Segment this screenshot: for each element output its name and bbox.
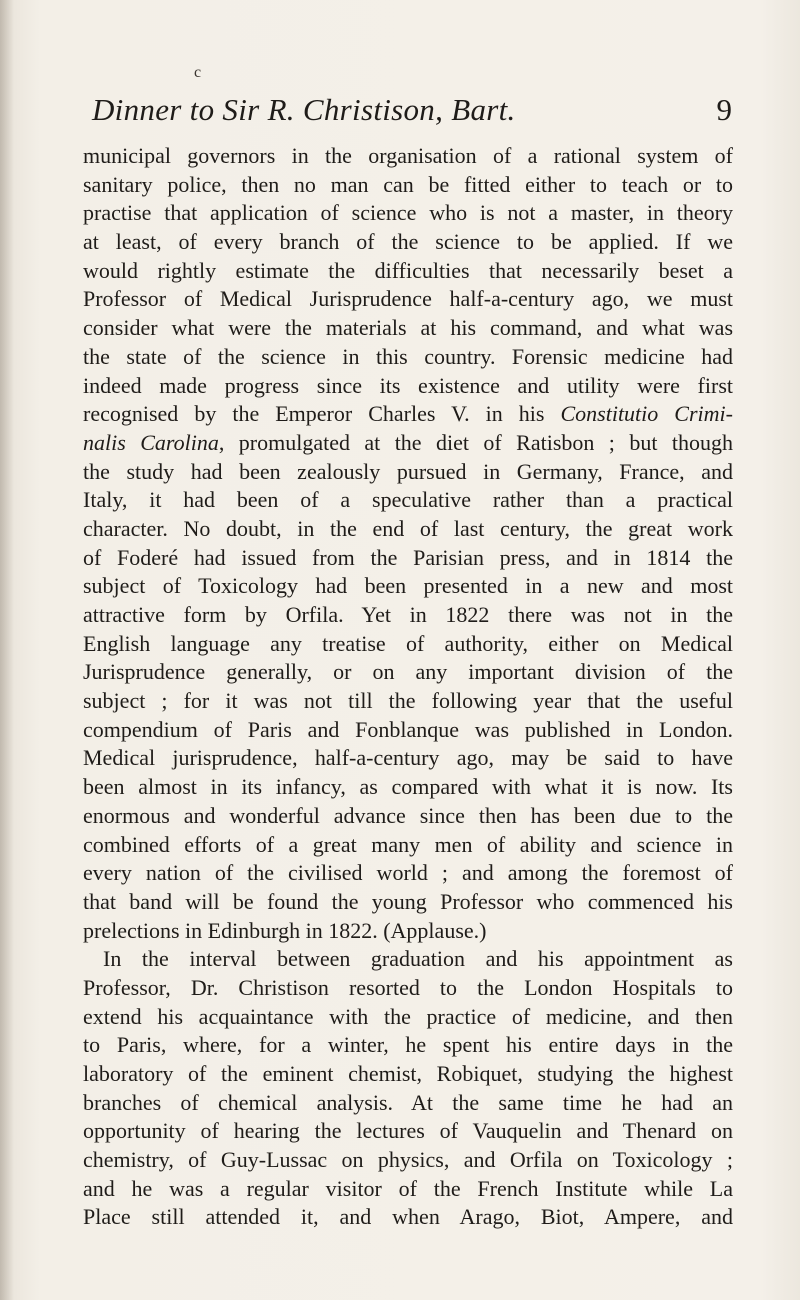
text-line-italic: Constitutio Crimi-: [560, 401, 733, 427]
text-line: and he was a regular visitor of the French Institute while La: [83, 1175, 733, 1201]
text-line: Jurisprudence generally, or on any important division of the: [83, 659, 733, 685]
text-line: indeed made progress since its existence and utility were first: [83, 372, 733, 398]
text-line: Italy, it had been of a speculative rather than a practical: [83, 487, 733, 513]
text-line-roman: recognised by the Emperor Charles V. in his: [83, 401, 561, 427]
text-line: sanitary police, then no man can be fitted either to teach or to: [83, 171, 733, 197]
text-line: would rightly estimate the difficulties that necessarily beset a: [83, 257, 733, 283]
text-line: practise that application of science who is not a master, in theory: [83, 200, 733, 226]
text-line: Professor of Medical Jurisprudence half-a-century ago, we must: [83, 286, 733, 312]
text-line: the state of the science in this country. Forensic medicine had: [83, 343, 733, 369]
body-text: [83, 142, 733, 1232]
text-line: combined efforts of a great many men of ability and science in: [83, 831, 733, 857]
text-line: chemistry, of Guy-Lussac on physics, and Orfila on Toxicology ;: [83, 1147, 733, 1173]
text-line: been almost in its infancy, as compared with what it is now. Its: [83, 774, 733, 800]
gutter-shadow: [0, 0, 14, 1300]
text-line: Professor, Dr. Christison resorted to the London Hospitals to: [83, 974, 733, 1000]
text-line: English language any treatise of authority, either on Medical: [83, 630, 733, 656]
text-line: at least, of every branch of the science to be applied. If we: [83, 229, 733, 255]
text-line: compendium of Paris and Fonblanque was published in London.: [83, 716, 733, 742]
text-line: to Paris, where, for a winter, he spent his entire days in the: [83, 1032, 733, 1058]
text-line: every nation of the civilised world ; and among the foremost of: [83, 860, 733, 886]
text-line: [83, 429, 733, 458]
text-line-roman: , promulgated at the diet of Ratisbon ; but though: [218, 429, 733, 455]
page-header: [92, 92, 732, 136]
text-line: consider what were the materials at his command, and what was: [83, 315, 733, 341]
printer-mark: c: [194, 64, 202, 81]
text-line: subject of Toxicology had been presented in a new and most: [83, 573, 733, 599]
text-line: In the interval between graduation and his appointment as: [103, 946, 733, 972]
text-line: Place still attended it, and when Arago, Biot, Ampere, and: [83, 1204, 733, 1230]
text-line: extend his acquaintance with the practice of medicine, and then: [83, 1003, 733, 1029]
page-number: 9: [716, 92, 732, 127]
text-line: branches of chemical analysis. At the same time he had an: [83, 1089, 733, 1115]
text-line-italic: nalis Carolina: [83, 429, 219, 455]
text-line: character. No doubt, in the end of last century, the great work: [83, 515, 733, 541]
text-line: laboratory of the eminent chemist, Robiquet, studying the highest: [83, 1061, 733, 1086]
text-line: prelections in Edinburgh in 1822. (Applause.): [83, 917, 487, 943]
text-line: Medical jurisprudence, half-a-century ago, may be said to have: [83, 745, 733, 771]
text-line: enormous and wonderful advance since then has been due to the: [83, 802, 733, 828]
running-head: Dinner to Sir R. Christison, Bart.: [92, 92, 516, 127]
text-line: the study had been zealously pursued in Germany, France, and: [83, 458, 733, 484]
text-line: attractive form by Orfila. Yet in 1822 there was not in the: [83, 602, 733, 627]
text-line: that band will be found the young Professor who commenced his: [83, 888, 733, 914]
text-line: [83, 400, 733, 429]
text-line: opportunity of hearing the lectures of Vauquelin and Thenard on: [83, 1118, 733, 1144]
text-line: municipal governors in the organisation of a rational system of: [83, 143, 733, 168]
text-line: of Foderé had issued from the Parisian press, and in 1814 the: [83, 544, 733, 570]
text-line: subject ; for it was not till the following year that the useful: [83, 688, 733, 714]
